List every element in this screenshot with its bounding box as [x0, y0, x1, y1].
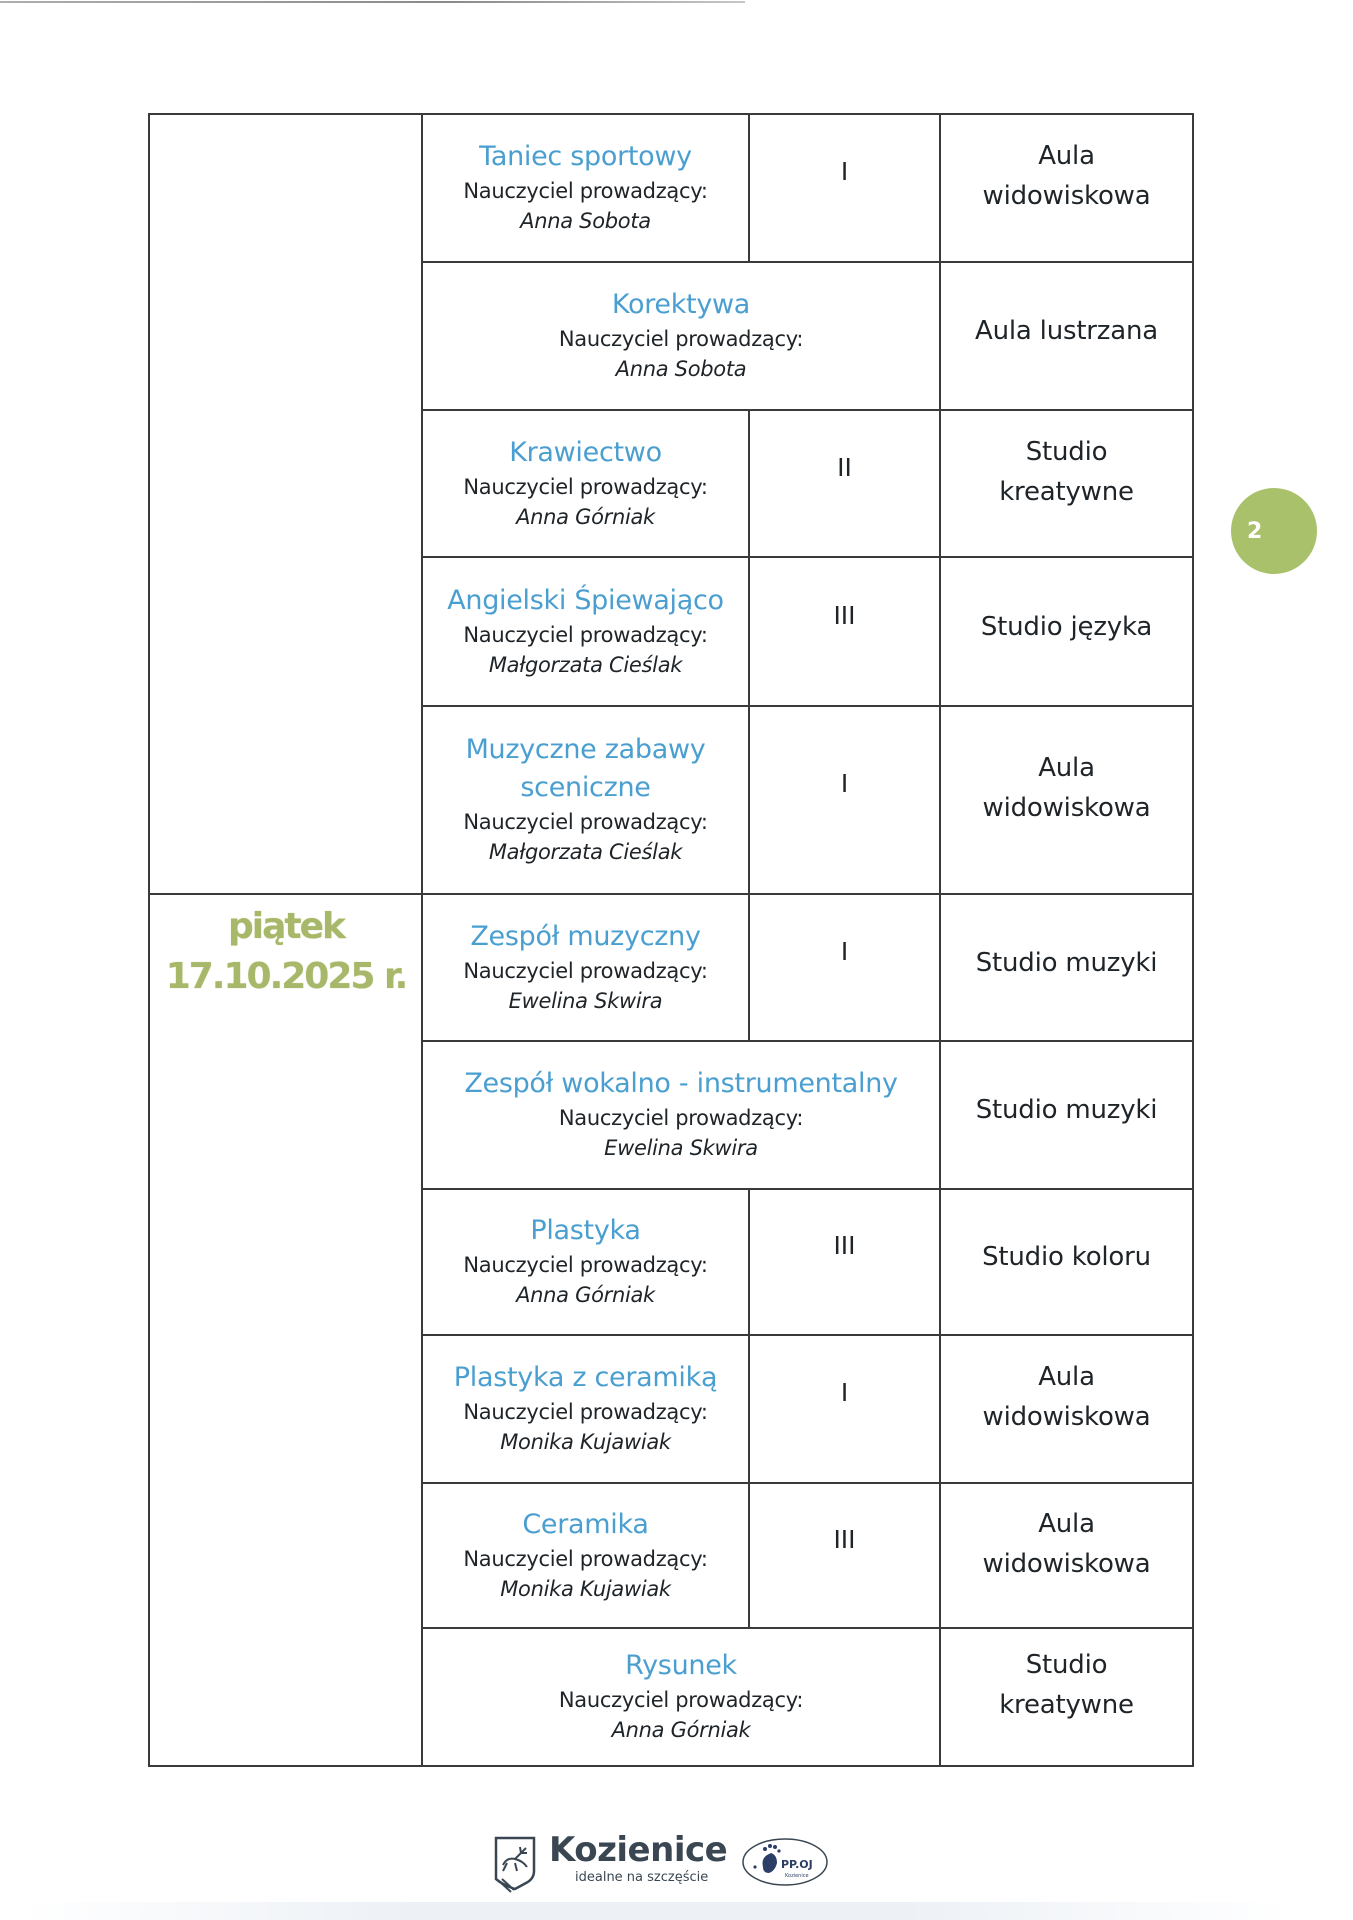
- column-divider-group: [748, 113, 750, 261]
- teacher-label: Nauczyciel prowadzący:: [463, 958, 708, 983]
- activity-cell: [423, 1334, 748, 1482]
- partner-logo-subtext: Kozienice: [785, 1873, 809, 1879]
- group-cell: [750, 1334, 939, 1482]
- room-name: Aula widowiskowa: [982, 1508, 1151, 1579]
- teacher-label: Nauczyciel prowadzący:: [463, 474, 708, 499]
- room-cell: [941, 1040, 1192, 1188]
- activity-cell: [423, 1482, 748, 1627]
- activity-name: Plastyka z ceramiką: [453, 1362, 718, 1393]
- room-name: Studio kreatywne: [999, 1650, 1134, 1720]
- teacher-name: Anna Górniak: [611, 1718, 751, 1742]
- room-name: Studio muzyki: [975, 947, 1158, 978]
- activity-name: Krawiectwo: [509, 436, 662, 468]
- teacher-name: Anna Górniak: [516, 1283, 655, 1307]
- group-number: III: [833, 1524, 856, 1554]
- activity-name: Muzyczne zabawy sceniczne: [465, 734, 706, 803]
- activity-name: Ceramika: [522, 1508, 649, 1540]
- group-number: I: [840, 157, 849, 186]
- group-cell: [750, 113, 939, 261]
- activity-name: Rysunek: [625, 1650, 737, 1681]
- day-label: piątek: [228, 906, 344, 947]
- teacher-name: Monika Kujawiak: [500, 1430, 671, 1454]
- column-divider-group: [748, 1482, 750, 1627]
- activity-name: Taniec sportowy: [479, 141, 692, 172]
- room-name: Aula lustrzana: [974, 316, 1158, 346]
- footer-logos: [493, 1832, 833, 1892]
- group-number: III: [833, 1231, 856, 1260]
- room-cell: [941, 705, 1192, 893]
- activity-name: Zespół wokalno - instrumentalny: [464, 1068, 898, 1099]
- room-name: Studio koloru: [982, 1242, 1151, 1272]
- column-divider-group: [748, 409, 750, 556]
- teacher-label: Nauczyciel prowadzący:: [463, 810, 708, 834]
- teacher-name: Anna Górniak: [516, 504, 655, 529]
- brand-tagline: idealne na szczęście: [575, 1870, 709, 1885]
- activity-cell: [423, 1627, 939, 1765]
- room-name: Aula widowiskowa: [982, 141, 1151, 211]
- teacher-label: Nauczyciel prowadzący:: [463, 179, 708, 203]
- room-name: Studio muzyki: [975, 1095, 1158, 1125]
- activity-cell: [423, 705, 748, 893]
- date-label: 17.10.2025 r.: [165, 956, 407, 997]
- scan-artifact-bottom: [20, 1902, 1293, 1920]
- group-cell: [750, 893, 939, 1040]
- room-name: Aula widowiskowa: [982, 1362, 1151, 1432]
- group-cell: [750, 705, 939, 893]
- activity-cell: [423, 113, 748, 261]
- teacher-label: Nauczyciel prowadzący:: [558, 1688, 804, 1712]
- teacher-name: Ewelina Skwira: [604, 1136, 758, 1160]
- activity-name: Angielski Śpiewająco: [447, 584, 724, 616]
- teacher-name: Ewelina Skwira: [508, 988, 663, 1013]
- group-number: I: [840, 936, 849, 966]
- partner-handprint-logo-icon: [741, 1837, 829, 1887]
- group-cell: [750, 1188, 939, 1334]
- activity-cell: [423, 409, 748, 556]
- room-cell: [941, 1188, 1192, 1334]
- room-name: Studio języka: [980, 611, 1153, 642]
- teacher-label: Nauczyciel prowadzący:: [463, 1546, 708, 1571]
- table-border-right: [1192, 113, 1194, 1765]
- room-cell: [941, 893, 1192, 1040]
- column-divider-group: [748, 556, 750, 705]
- room-cell: [941, 261, 1192, 409]
- column-divider-group: [748, 893, 750, 1040]
- activity-cell: [423, 1040, 939, 1188]
- room-cell: [941, 1482, 1192, 1627]
- brand-name: Kozienice: [549, 1830, 728, 1870]
- room-cell: [941, 556, 1192, 705]
- group-number: I: [840, 769, 849, 798]
- page-number: 2: [1247, 518, 1263, 544]
- room-name: Studio kreatywne: [999, 436, 1134, 507]
- group-number: I: [840, 1378, 849, 1407]
- teacher-label: Nauczyciel prowadzący:: [558, 1106, 804, 1130]
- page-number-badge: [1231, 488, 1317, 574]
- room-cell: [941, 113, 1192, 261]
- activity-name: Zespół muzyczny: [470, 920, 701, 952]
- activity-cell: [423, 1188, 748, 1334]
- activity-name: Plastyka: [530, 1215, 641, 1246]
- column-divider-group: [748, 1188, 750, 1334]
- teacher-name: Małgorzata Cieślak: [488, 840, 683, 864]
- room-cell: [941, 1334, 1192, 1482]
- group-cell: [750, 409, 939, 556]
- group-number: II: [837, 452, 852, 482]
- teacher-name: Anna Sobota: [520, 209, 651, 233]
- group-cell: [750, 1482, 939, 1627]
- column-divider-group: [748, 705, 750, 893]
- activity-cell: [423, 261, 939, 409]
- room-cell: [941, 409, 1192, 556]
- teacher-label: Nauczyciel prowadzący:: [463, 1400, 708, 1424]
- teacher-label: Nauczyciel prowadzący:: [558, 327, 804, 351]
- deer-crest-icon: [493, 1835, 537, 1893]
- activity-name: Korektywa: [611, 289, 751, 320]
- teacher-label: Nauczyciel prowadzący:: [463, 622, 708, 647]
- date-cell: [150, 893, 422, 1003]
- group-number: III: [833, 600, 856, 630]
- activity-cell: [423, 556, 748, 705]
- teacher-label: Nauczyciel prowadzący:: [463, 1253, 708, 1277]
- teacher-name: Małgorzata Cieślak: [488, 652, 683, 677]
- table-border-bottom: [148, 1765, 1194, 1767]
- partner-logo-text: PP.OJ: [781, 1858, 813, 1871]
- room-name: Aula widowiskowa: [982, 753, 1151, 823]
- room-cell: [941, 1627, 1192, 1765]
- activity-cell: [423, 893, 748, 1040]
- group-cell: [750, 556, 939, 705]
- teacher-name: Anna Sobota: [615, 357, 747, 381]
- column-divider-group: [748, 1334, 750, 1482]
- teacher-name: Monika Kujawiak: [500, 1576, 671, 1601]
